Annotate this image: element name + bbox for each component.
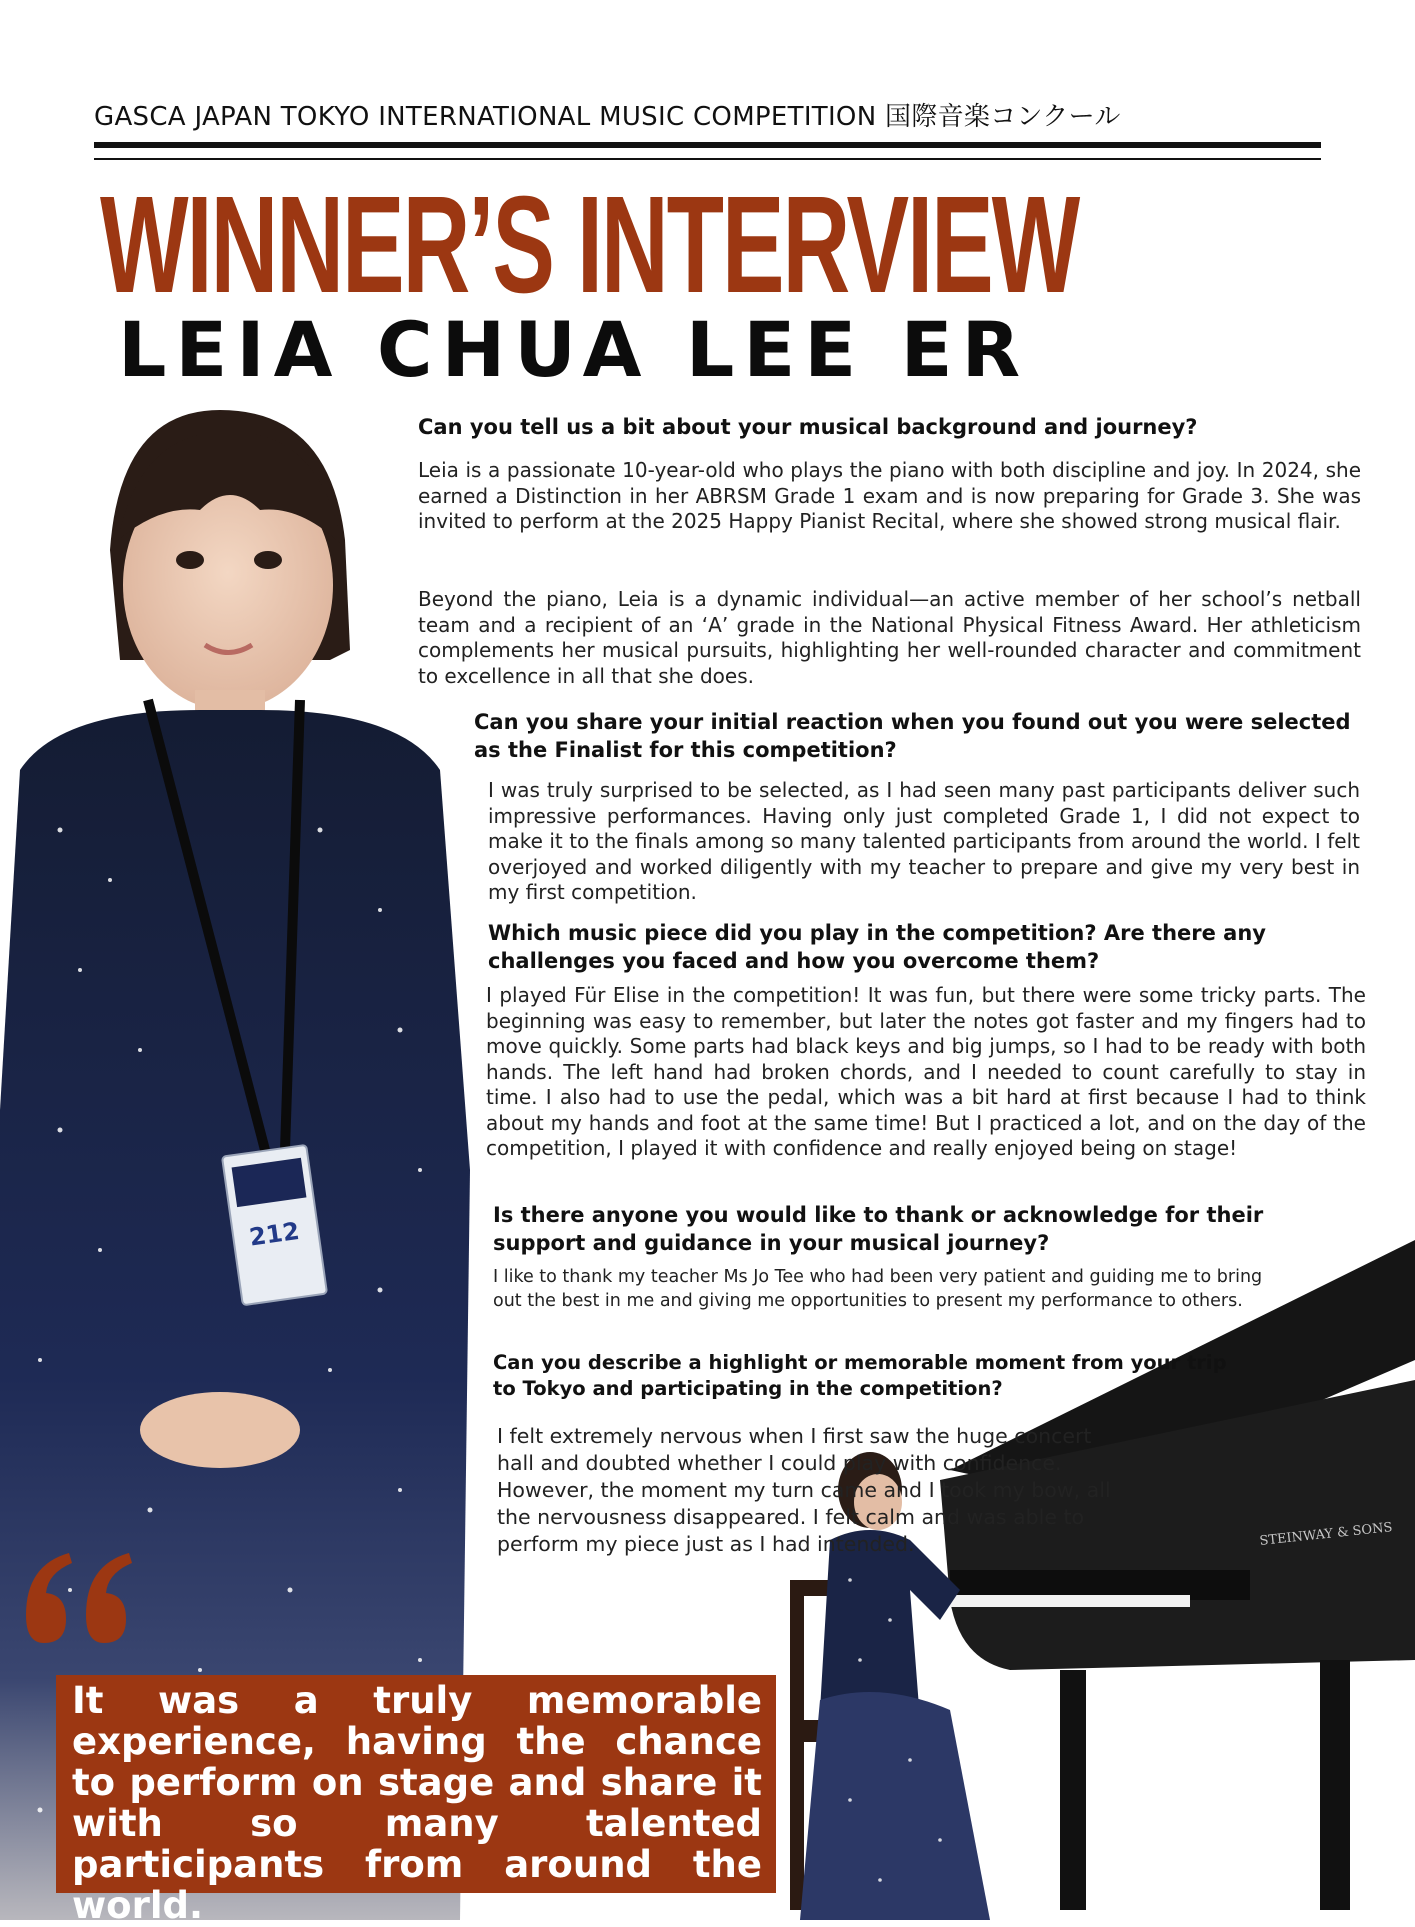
question-1: Can you tell us a bit about your musical background and journey? xyxy=(418,415,1198,439)
answer-1-paragraph-1: Leia is a passionate 10-year-old who plays the piano with both discipline and joy. In 2024, she earned a Distinction in her ABRSM Grade 1 exam and is now preparing for Grade 3. She was invited to perform at the 2025 Happy Pianist Recital, where she showed strong musical flair. xyxy=(418,458,1361,533)
header-rule-thin xyxy=(94,158,1321,160)
question-3: Which music piece did you play in the competition? Are there any challenges you faced and how you overcome them? xyxy=(488,921,1266,973)
question-4: Is there anyone you would like to thank or acknowledge for their support and guidance in your musical journey? xyxy=(493,1203,1264,1255)
answer-5: I felt extremely nervous when I first saw the huge concert hall and doubted whether I could play with confidence. However, the moment my turn came and I took my bow, all the nervousness disappeared. I felt calm and was able to perform my piece just as I had intended. xyxy=(497,1424,1111,1556)
pull-quote-text: It was a truly memorable experience, having the chance to perform on stage and share it with so many talented participants from around the world. xyxy=(72,1679,762,1927)
header-rule-thick xyxy=(94,142,1321,148)
badge-number: 212 xyxy=(247,1216,302,1252)
piano-brand: STEINWAY & SONS xyxy=(1258,1520,1394,1549)
winner-name: LEIA CHUA LEE ER xyxy=(118,305,1030,394)
question-5: Can you describe a highlight or memorable moment from your trip to Tokyo and participating in the competition? xyxy=(493,1351,1227,1400)
answer-2: I was truly surprised to be selected, as I had seen many past participants deliver such impressive performances. Having only just completed Grade 1, I did not expect to make it to the finals among so many talented participants from around the world. I felt overjoyed and worked diligently with my teacher to prepare and give my very best in my first competition. xyxy=(488,778,1360,904)
answer-4: I like to thank my teacher Ms Jo Tee who had been very patient and guiding me to bring out the best in me and giving me opportunities to present my performance to others. xyxy=(493,1267,1263,1311)
answer-1-paragraph-2: Beyond the piano, Leia is a dynamic individual—an active member of her school’s netball team and a recipient of an ‘A’ grade in the National Physical Fitness Award. Her athleticism complements her musical pursuits, highlighting her well-rounded character and commitment to excellence in all that she does. xyxy=(418,587,1361,688)
answer-3: I played Für Elise in the competition! It was fun, but there were some tricky parts. The beginning was easy to remember, but later the notes got faster and my fingers had to move quickly. Some parts had black keys and big jumps, so I had to be ready with both hands. The left hand had broken chords, and I needed to count carefully to stay in time. I also had to use the pedal, which was a bit hard at first because I had to think about my hands and foot at the same time! But I practiced a lot, and on the day of the competition, I played it with confidence and really enjoyed being on stage! xyxy=(486,983,1366,1160)
quote-mark-icon xyxy=(14,1545,142,1655)
publication-header: GASCA JAPAN TOKYO INTERNATIONAL MUSIC COMPETITION 国際音楽コンクール xyxy=(94,102,1121,132)
piano-performance-photo xyxy=(760,1240,1415,1920)
question-2: Can you share your initial reaction when you found out you were selected as the Finalist for this competition? xyxy=(474,710,1351,762)
page-title: WINNER’S INTERVIEW xyxy=(100,168,1079,322)
